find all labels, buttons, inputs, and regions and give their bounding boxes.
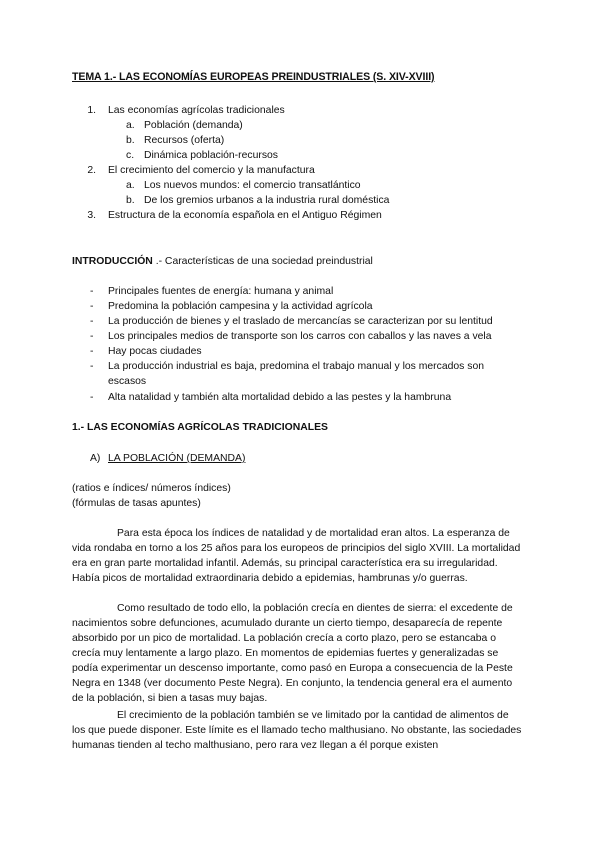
bullet-dash: -: [90, 301, 94, 312]
outline-subitem-1b: Recursos (oferta): [144, 135, 225, 146]
body-paragraph-1: Para esta época los índices de natalidad y de mortalidad eran altos. La esperanza de vida rondaba en torno a los 25 años para los europeos de principios del siglo XVIII. La mortalidad era en gran parte mortalidad infantil. Además, su principal característica era su irregularidad. Había picos de mortalidad extraordinaria debido a epidemias, hambrunas y/o guerras.: [72, 528, 521, 584]
outline-number: 3.: [87, 210, 96, 221]
outline-item-3: Estructura de la economía española en el Antiguo Régimen: [108, 210, 382, 221]
bullet-dash: -: [90, 286, 94, 297]
outline-item-1: Las economías agrícolas tradicionales: [108, 105, 285, 116]
bullet-dash: -: [90, 361, 94, 372]
outline-item-2: El crecimiento del comercio y la manufactura: [108, 165, 315, 176]
bullet-dash: -: [90, 392, 94, 403]
body-paragraph-3: El crecimiento de la población también se ve limitado por la cantidad de alimentos de los que puede disponer. Este límite es el llamado techo malthusiano. No obstante, las sociedades humanas tienden al techo malthusiano, pero rara vez llegan a él porque existen: [72, 710, 522, 751]
bullet-item: Hay pocas ciudades: [108, 346, 202, 357]
outline-letter: b.: [126, 195, 135, 206]
document-title: TEMA 1.- LAS ECONOMÍAS EUROPEAS PREINDUSTRIALES (S. XIV-XVIII): [72, 71, 435, 83]
outline-number: 1.: [87, 105, 96, 116]
bullet-dash: -: [90, 331, 94, 342]
outline-subitem-2a: Los nuevos mundos: el comercio transatlántico: [144, 180, 361, 191]
intro-line: [72, 254, 373, 269]
bullet-item: Predomina la población campesina y la actividad agrícola: [108, 301, 373, 312]
outline-number: 2.: [87, 165, 96, 176]
subsection-title: LA POBLACIÓN (DEMANDA): [108, 453, 246, 464]
note-line: (ratios e índices/ números índices): [72, 483, 231, 494]
outline-subitem-2b: De los gremios urbanos a la industria rural doméstica: [144, 195, 390, 206]
note-line: (fórmulas de tasas apuntes): [72, 498, 201, 509]
bullet-item: Principales fuentes de energía: humana y animal: [108, 286, 334, 297]
section-heading: 1.- LAS ECONOMÍAS AGRÍCOLAS TRADICIONALES: [72, 422, 328, 433]
intro-heading: INTRODUCCIÓN: [72, 256, 153, 267]
intro-subtitle: .- Características de una sociedad preindustrial: [155, 256, 373, 267]
bullet-dash: -: [90, 346, 94, 357]
bullet-item-continuation: escasos: [108, 376, 147, 387]
outline-subitem-1c: Dinámica población-recursos: [144, 150, 278, 161]
outline-letter: c.: [126, 150, 135, 161]
bullet-item: La producción de bienes y el traslado de mercancías se caracterizan por su lentitud: [108, 316, 493, 327]
outline-letter: b.: [126, 135, 135, 146]
subsection-letter: A): [90, 453, 101, 464]
outline-subitem-1a: Población (demanda): [144, 120, 243, 131]
bullet-item: Alta natalidad y también alta mortalidad debido a las pestes y la hambruna: [108, 392, 452, 403]
bullet-item: Los principales medios de transporte son los carros con caballos y las naves a vela: [108, 331, 492, 342]
bullet-item: La producción industrial es baja, predomina el trabajo manual y los mercados son: [108, 361, 485, 372]
outline-letter: a.: [126, 120, 135, 131]
bullet-dash: -: [90, 316, 94, 327]
outline-letter: a.: [126, 180, 135, 191]
body-paragraph-2: Como resultado de todo ello, la población crecía en dientes de sierra: el excedente de nacimientos sobre defunciones, acumulado durante un cierto tiempo, desaparecía de repente absorbido por un pico de mortalidad. La población crecía a corto plazo, pero se estancaba o crecía muy lentamente a largo plazo. En momentos de epidemias fuertes y generalizadas se podía experimentar un descenso importante, como pasó en Europa a consecuencia de la Peste Negra en 1348 (ver documento Peste Negra). En conjunto, la tendencia general era el aumento de la población, si bien a tasas muy bajas.: [72, 603, 513, 704]
